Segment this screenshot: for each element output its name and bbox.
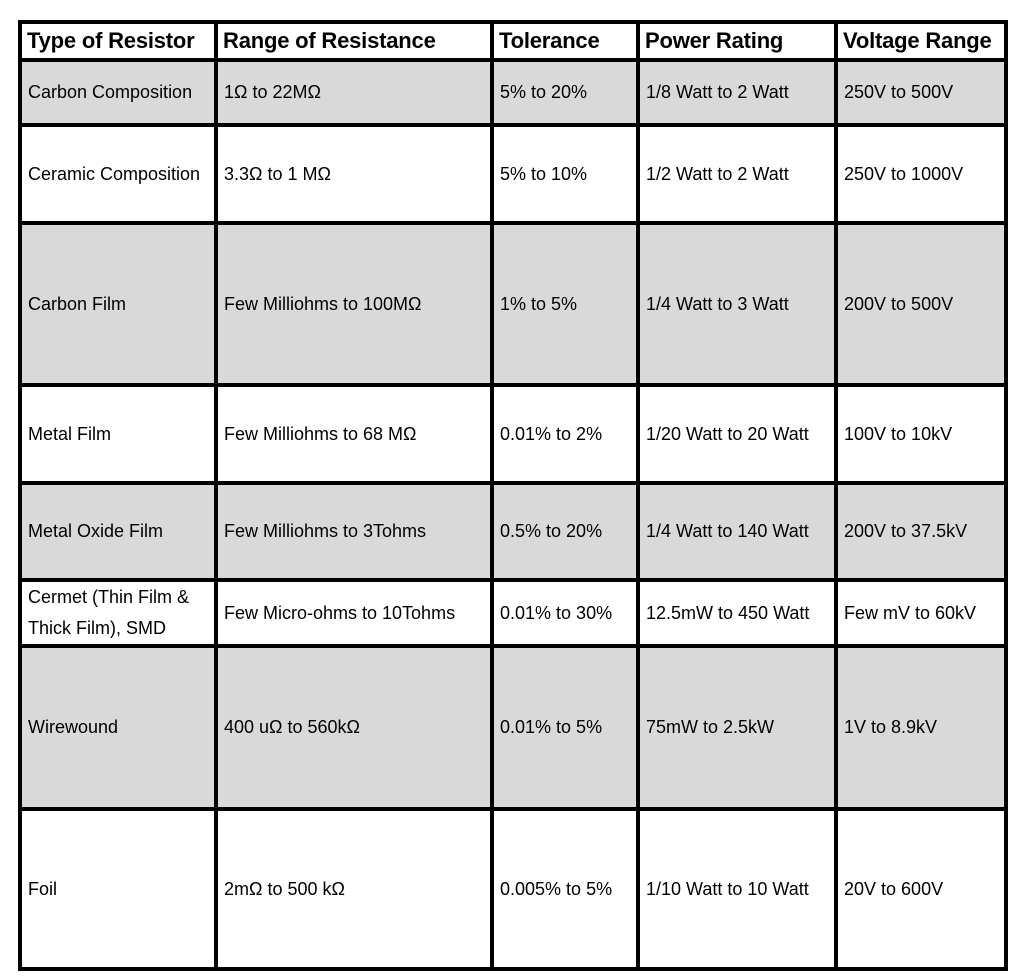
table-row xyxy=(20,385,1006,483)
cell-power: 1/20 Watt to 20 Watt xyxy=(638,385,836,483)
table-row xyxy=(20,646,1006,809)
cell-power: 1/10 Watt to 10 Watt xyxy=(638,809,836,969)
cell-voltage: 200V to 37.5kV xyxy=(836,483,1006,580)
cell-voltage: 20V to 600V xyxy=(836,809,1006,969)
header-tolerance: Tolerance xyxy=(492,22,638,60)
cell-tolerance: 0.5% to 20% xyxy=(492,483,638,580)
cell-power: 1/4 Watt to 140 Watt xyxy=(638,483,836,580)
cell-power: 1/4 Watt to 3 Watt xyxy=(638,223,836,385)
cell-power: 1/8 Watt to 2 Watt xyxy=(638,60,836,125)
table-row xyxy=(20,580,1006,646)
header-voltage-range: Voltage Range xyxy=(836,22,1006,60)
cell-resistance: Few Milliohms to 3Tohms xyxy=(216,483,492,580)
header-type-of-resistor: Type of Resistor xyxy=(20,22,216,60)
table-row xyxy=(20,60,1006,125)
table-row xyxy=(20,483,1006,580)
header-range-of-resistance: Range of Resistance xyxy=(216,22,492,60)
table-row xyxy=(20,223,1006,385)
cell-power: 12.5mW to 450 Watt xyxy=(638,580,836,646)
cell-type: Metal Oxide Film xyxy=(20,483,216,580)
cell-type: Foil xyxy=(20,809,216,969)
cell-type: Wirewound xyxy=(20,646,216,809)
cell-tolerance: 0.005% to 5% xyxy=(492,809,638,969)
table-header-row xyxy=(20,22,1006,60)
cell-voltage: 200V to 500V xyxy=(836,223,1006,385)
cell-type: Ceramic Composition xyxy=(20,125,216,223)
cell-tolerance: 0.01% to 5% xyxy=(492,646,638,809)
cell-tolerance: 0.01% to 30% xyxy=(492,580,638,646)
cell-voltage: Few mV to 60kV xyxy=(836,580,1006,646)
cell-voltage: 250V to 500V xyxy=(836,60,1006,125)
cell-resistance: 400 uΩ to 560kΩ xyxy=(216,646,492,809)
cell-resistance: 3.3Ω to 1 MΩ xyxy=(216,125,492,223)
cell-type: Carbon Film xyxy=(20,223,216,385)
cell-type: Cermet (Thin Film & Thick Film), SMD xyxy=(20,580,216,646)
cell-resistance: 1Ω to 22MΩ xyxy=(216,60,492,125)
cell-voltage: 1V to 8.9kV xyxy=(836,646,1006,809)
cell-tolerance: 5% to 20% xyxy=(492,60,638,125)
cell-type: Carbon Composition xyxy=(20,60,216,125)
cell-resistance: Few Micro-ohms to 10Tohms xyxy=(216,580,492,646)
cell-resistance: Few Milliohms to 68 MΩ xyxy=(216,385,492,483)
header-power-rating: Power Rating xyxy=(638,22,836,60)
table-row xyxy=(20,125,1006,223)
cell-power: 1/2 Watt to 2 Watt xyxy=(638,125,836,223)
cell-tolerance: 1% to 5% xyxy=(492,223,638,385)
cell-tolerance: 5% to 10% xyxy=(492,125,638,223)
cell-voltage: 100V to 10kV xyxy=(836,385,1006,483)
resistor-comparison-table-container xyxy=(18,20,1008,971)
resistor-comparison-table xyxy=(18,20,1008,971)
cell-type: Metal Film xyxy=(20,385,216,483)
cell-resistance: Few Milliohms to 100MΩ xyxy=(216,223,492,385)
table-row xyxy=(20,809,1006,969)
cell-power: 75mW to 2.5kW xyxy=(638,646,836,809)
cell-resistance: 2mΩ to 500 kΩ xyxy=(216,809,492,969)
cell-voltage: 250V to 1000V xyxy=(836,125,1006,223)
cell-tolerance: 0.01% to 2% xyxy=(492,385,638,483)
